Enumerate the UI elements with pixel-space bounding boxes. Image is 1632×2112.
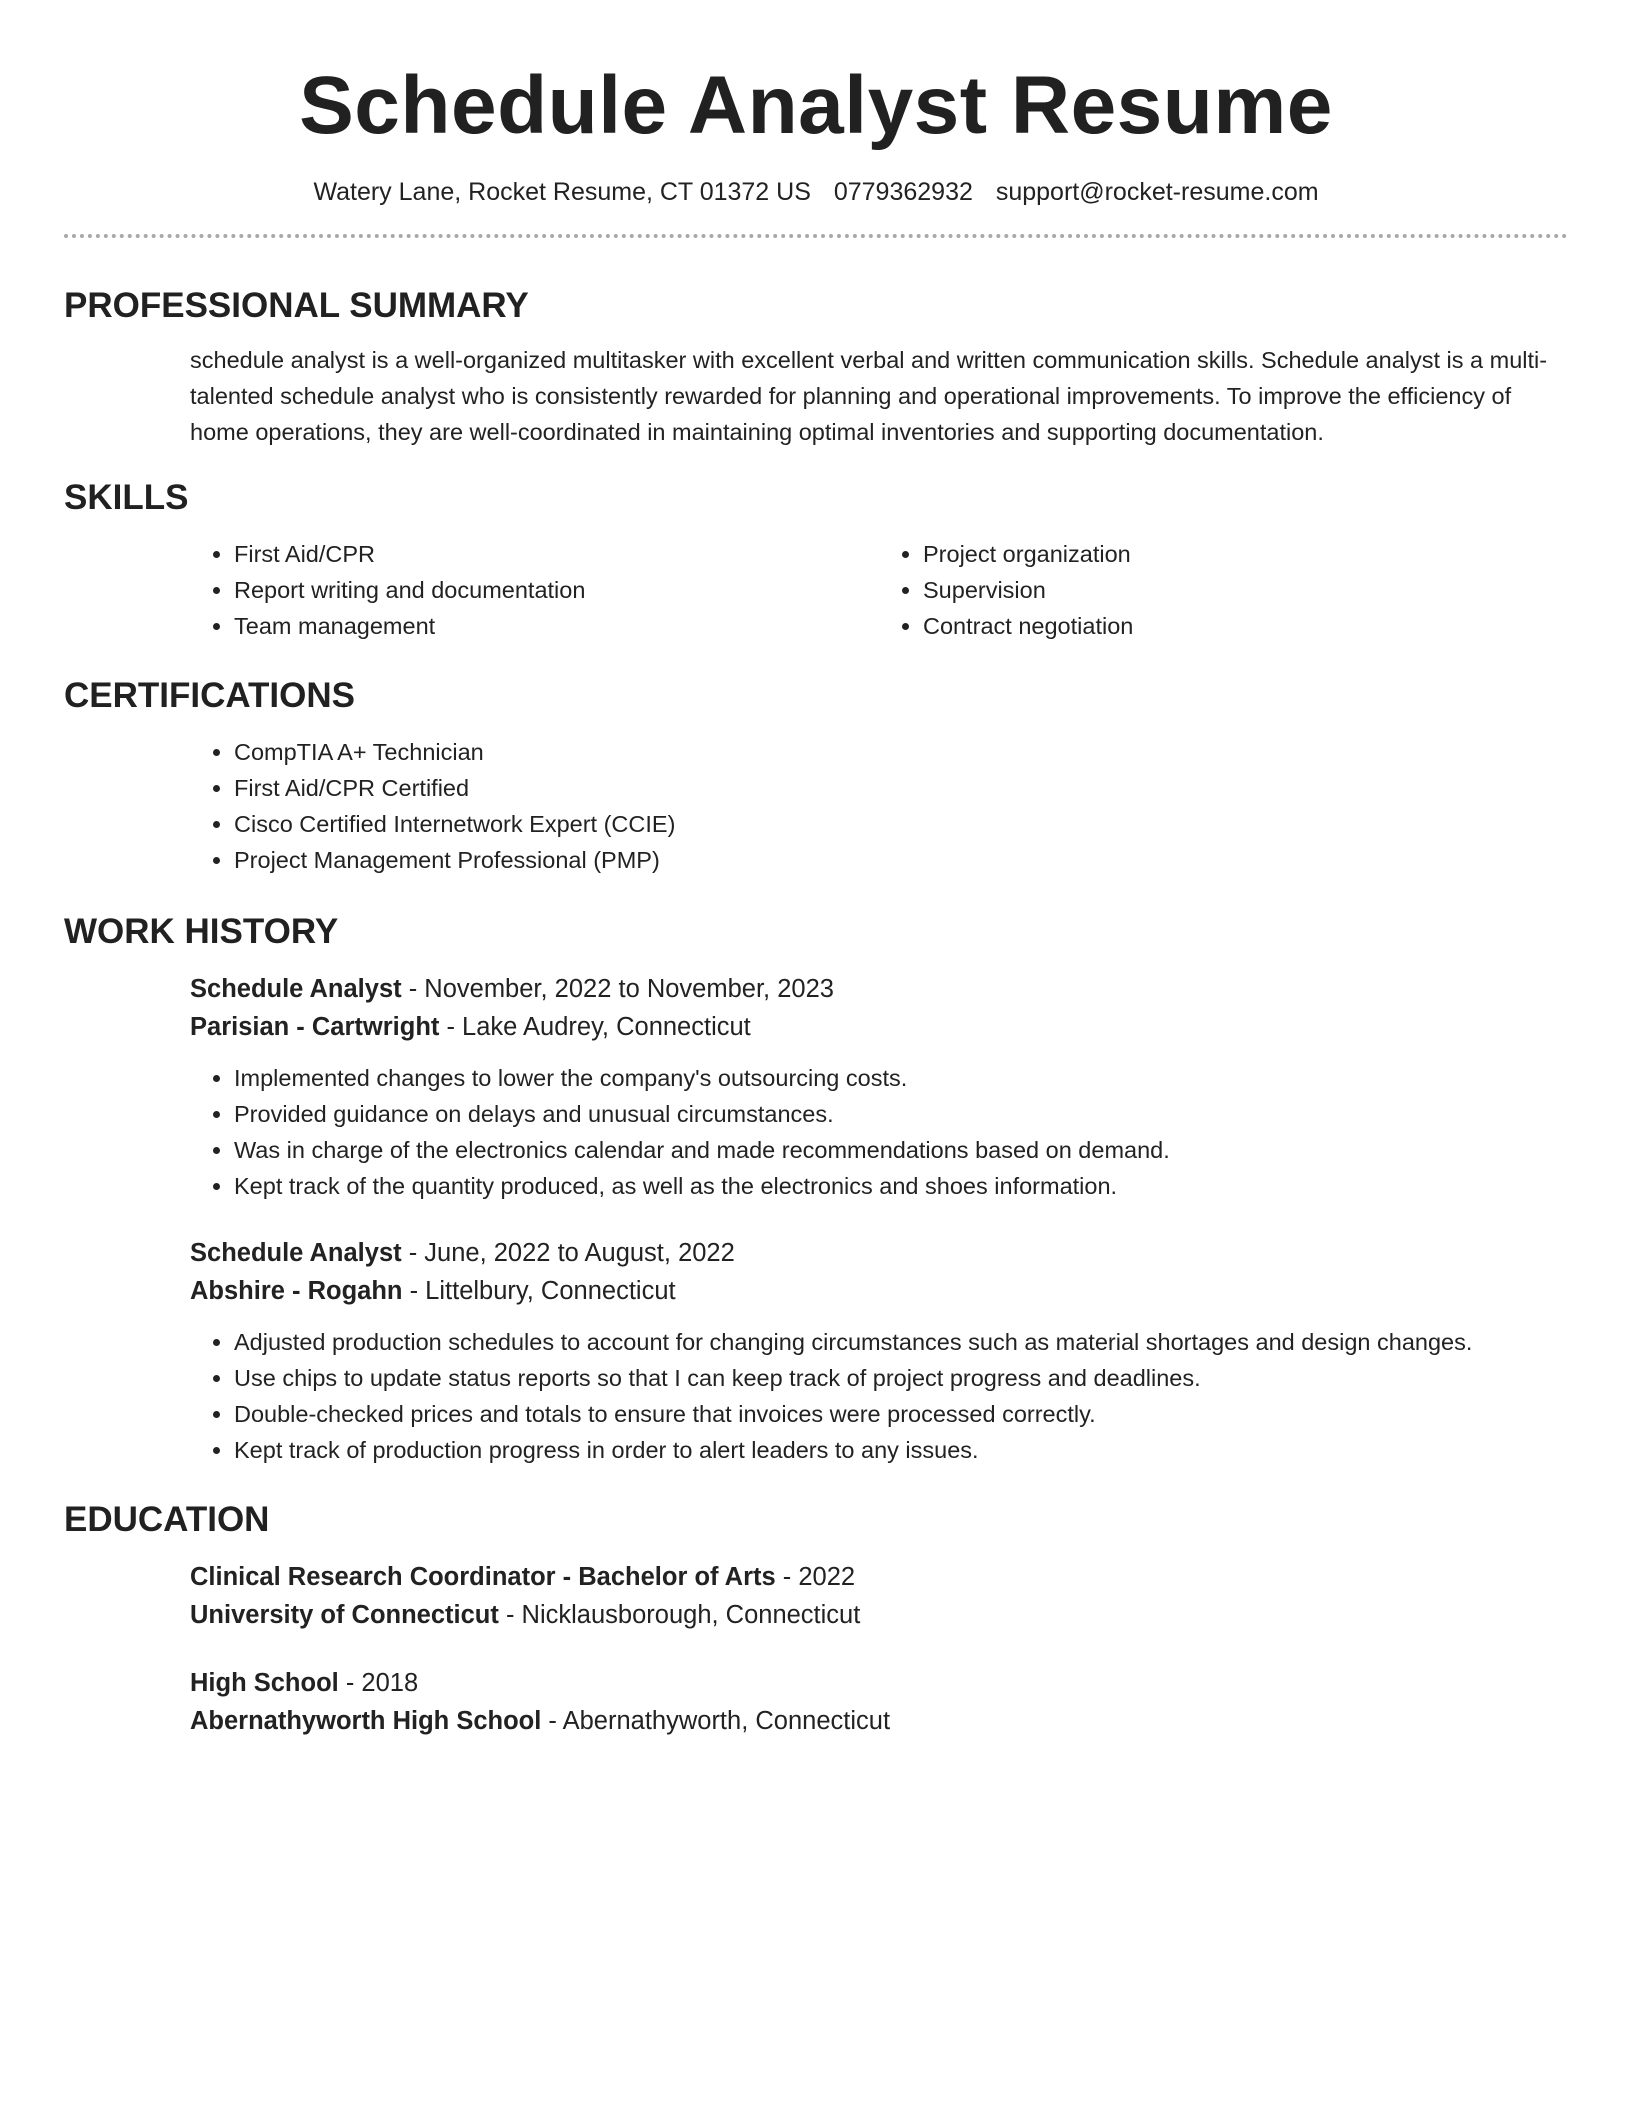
skill-item: • Contract negotiation bbox=[923, 608, 1568, 644]
education-school: University of Connecticut bbox=[190, 1601, 499, 1629]
job-bullet: • Kept track of the quantity produced, as well as the electronics and shoes information. bbox=[234, 1168, 1568, 1204]
job-dates: - June, 2022 to August, 2022 bbox=[401, 1239, 735, 1267]
header-divider bbox=[64, 234, 1568, 238]
skill-item: • Project organization bbox=[923, 536, 1568, 572]
job-company-line bbox=[190, 1008, 1568, 1046]
contact-line bbox=[64, 176, 1568, 208]
summary-text: schedule analyst is a well-organized multitasker with excellent verbal and written communication skills. Schedule analyst is a multi-talented schedule analyst who is consistently rewarded for planning and operational improvements. To improve the efficiency of home operations, they are well-coordinated in maintaining optimal inventories and supporting documentation. bbox=[190, 347, 1548, 445]
resume-title: Schedule Analyst Resume bbox=[299, 60, 1333, 151]
skills-right-list bbox=[879, 536, 1568, 644]
education-year: - 2022 bbox=[775, 1563, 856, 1591]
summary-heading: PROFESSIONAL SUMMARY bbox=[64, 286, 529, 325]
certification-item: • First Aid/CPR Certified bbox=[234, 770, 1568, 806]
job-bullet: • Provided guidance on delays and unusual circumstances. bbox=[234, 1096, 1568, 1132]
job-bullet: • Kept track of production progress in order to alert leaders to any issues. bbox=[234, 1432, 1568, 1468]
skills-heading: SKILLS bbox=[64, 478, 189, 517]
job-entry bbox=[190, 970, 1568, 1204]
job-location: - Lake Audrey, Connecticut bbox=[439, 1013, 751, 1041]
summary-section bbox=[64, 284, 1568, 450]
work-history-section bbox=[64, 910, 1568, 1468]
skills-grid bbox=[190, 536, 1568, 644]
job-bullet: • Was in charge of the electronics calendar and made recommendations based on demand. bbox=[234, 1132, 1568, 1168]
education-section bbox=[64, 1498, 1568, 1740]
job-title: Schedule Analyst bbox=[190, 975, 402, 1003]
certifications-list bbox=[190, 734, 1568, 878]
job-company: Parisian - Cartwright bbox=[190, 1013, 440, 1041]
skills-left-list bbox=[190, 536, 879, 644]
certifications-heading: CERTIFICATIONS bbox=[64, 676, 356, 715]
job-title: Schedule Analyst bbox=[190, 1239, 402, 1267]
job-dates: - November, 2022 to November, 2023 bbox=[401, 975, 834, 1003]
education-school-line bbox=[190, 1702, 1568, 1740]
job-bullets bbox=[190, 1060, 1568, 1204]
certification-item: • Cisco Certified Internetwork Expert (CCIE) bbox=[234, 806, 1568, 842]
education-school-line bbox=[190, 1596, 1568, 1634]
education-degree: Clinical Research Coordinator - Bachelor of Arts bbox=[190, 1563, 776, 1591]
education-degree-line bbox=[190, 1664, 1568, 1702]
education-entry bbox=[190, 1558, 1568, 1634]
skill-item: • Supervision bbox=[923, 572, 1568, 608]
job-bullet: • Use chips to update status reports so that I can keep track of project progress and deadlines. bbox=[234, 1360, 1568, 1396]
job-entry bbox=[190, 1234, 1568, 1468]
education-degree: High School bbox=[190, 1669, 339, 1697]
skill-item: • First Aid/CPR bbox=[234, 536, 879, 572]
job-bullet: • Double-checked prices and totals to ensure that invoices were processed correctly. bbox=[234, 1396, 1568, 1432]
certification-item: • Project Management Professional (PMP) bbox=[234, 842, 1568, 878]
skill-item: • Team management bbox=[234, 608, 879, 644]
job-title-line bbox=[190, 1234, 1568, 1272]
skill-item: • Report writing and documentation bbox=[234, 572, 879, 608]
contact-address: Watery Lane, Rocket Resume, CT 01372 US bbox=[313, 178, 811, 206]
education-year: - 2018 bbox=[338, 1669, 419, 1697]
education-school: Abernathyworth High School bbox=[190, 1707, 542, 1735]
job-company-line bbox=[190, 1272, 1568, 1310]
contact-phone: 0779362932 bbox=[833, 178, 973, 206]
education-location: - Abernathyworth, Connecticut bbox=[541, 1707, 891, 1735]
education-heading: EDUCATION bbox=[64, 1500, 270, 1539]
certification-item: • CompTIA A+ Technician bbox=[234, 734, 1568, 770]
education-entry bbox=[190, 1664, 1568, 1740]
job-bullets bbox=[190, 1324, 1568, 1468]
contact-email: support@rocket-resume.com bbox=[995, 178, 1319, 206]
work-history-heading: WORK HISTORY bbox=[64, 912, 339, 951]
job-title-line bbox=[190, 970, 1568, 1008]
job-company: Abshire - Rogahn bbox=[190, 1277, 403, 1305]
job-bullet: • Implemented changes to lower the company's outsourcing costs. bbox=[234, 1060, 1568, 1096]
education-location: - Nicklausborough, Connecticut bbox=[498, 1601, 861, 1629]
job-location: - Littelbury, Connecticut bbox=[402, 1277, 676, 1305]
education-degree-line bbox=[190, 1558, 1568, 1596]
skills-section bbox=[64, 476, 1568, 644]
certifications-section bbox=[64, 674, 1568, 878]
job-bullet: • Adjusted production schedules to account for changing circumstances such as material shortages and design changes. bbox=[234, 1324, 1568, 1360]
